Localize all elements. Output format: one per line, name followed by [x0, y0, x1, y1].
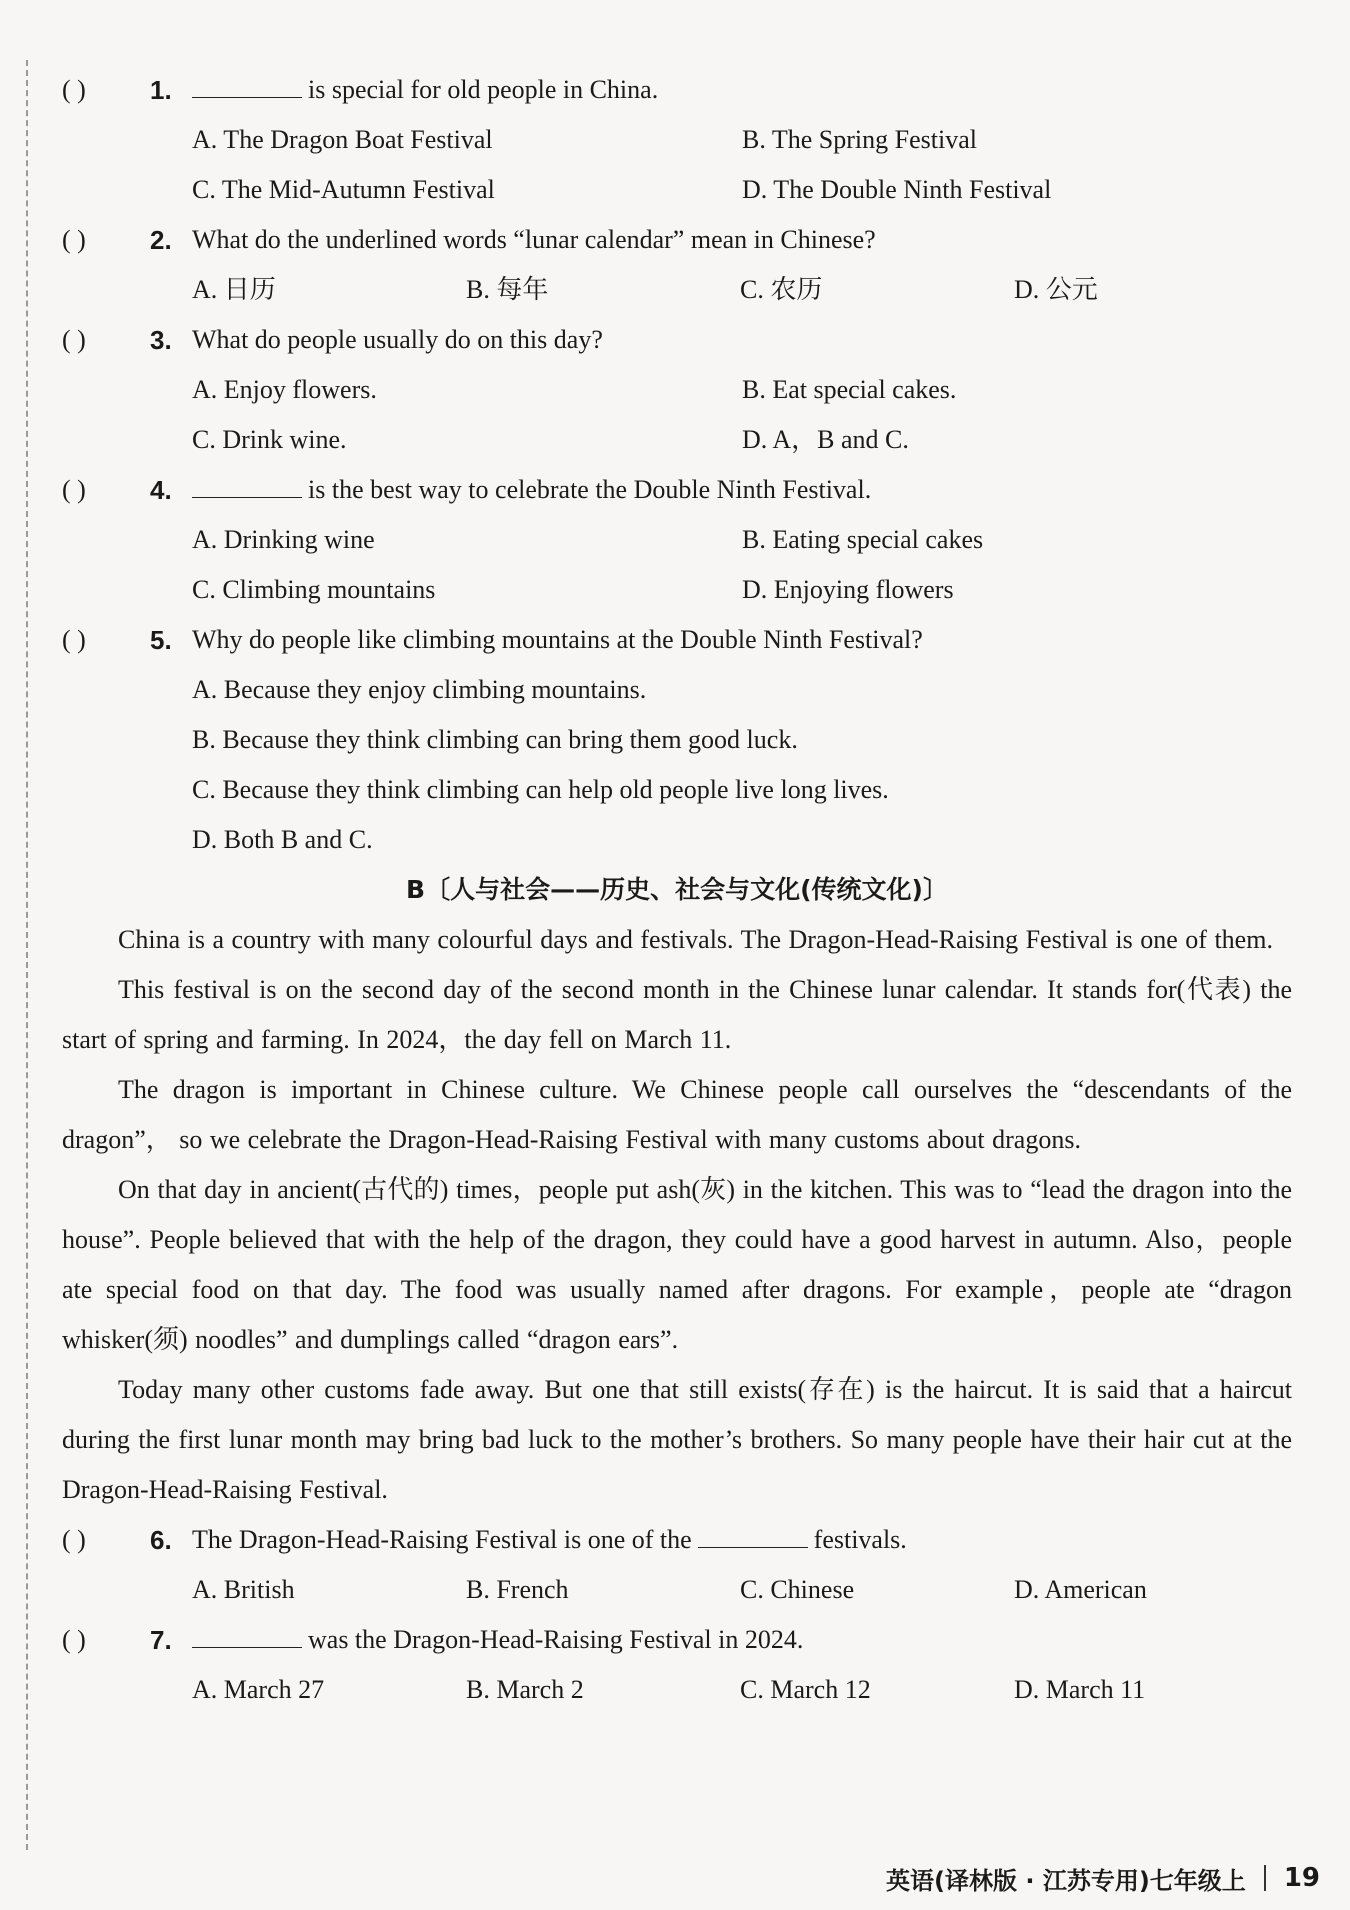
passage-paragraph	[62, 1065, 1292, 1165]
question-1	[62, 65, 1292, 115]
page-footer	[886, 1858, 1320, 1898]
passage-paragraph	[62, 915, 1292, 965]
question-stem	[192, 65, 658, 115]
question-stem	[192, 615, 923, 665]
option[interactable]: C. Chinese	[740, 1575, 855, 1604]
question-text-post: was the Dragon-Head-Raising Festival in 2024.	[308, 1625, 804, 1654]
question-number: 6.	[150, 1525, 172, 1555]
answer-blank[interactable]	[192, 75, 302, 98]
option[interactable]: D. Enjoying flowers	[742, 575, 954, 604]
answer-paren[interactable]: ( )	[62, 1525, 86, 1554]
answer-blank[interactable]	[698, 1525, 808, 1548]
option[interactable]: D. 公元	[1014, 275, 1098, 304]
answer-paren[interactable]: ( )	[62, 475, 86, 504]
paragraph-text: On that day in ancient(古代的) times，people put ash(灰) in the kitchen. This was to “lead the dragon into the house”. People believed that with the help of the dragon, they could have a good harvest in autumn. Also，people ate special food on that day. The food was usually named after dragons. For example，people ate “dragon whisker(须) noodles” and dumplings called “dragon ears”.	[62, 1175, 1292, 1354]
answer-paren[interactable]: ( )	[62, 325, 86, 354]
option[interactable]: A. March 27	[192, 1675, 325, 1704]
answer-paren[interactable]: ( )	[62, 1625, 86, 1654]
paragraph-text: China is a country with many colourful days and festivals. The Dragon-Head-Raising Festival is one of them.	[118, 925, 1273, 954]
passage-paragraph	[62, 1165, 1292, 1365]
answer-paren[interactable]: ( )	[62, 75, 86, 104]
question-2	[62, 215, 1292, 265]
option[interactable]: D. Both B and C.	[192, 825, 373, 854]
question-text: What do people usually do on this day?	[192, 325, 603, 354]
option[interactable]: B. Eating special cakes	[742, 525, 984, 554]
question-stem	[192, 315, 603, 365]
paragraph-text: Today many other customs fade away. But one that still exists(存在) is the haircut. It is said that a haircut during the first lunar month may bring bad luck to the mother’s brothers. So many people have their hair cut at the Dragon-Head-Raising Festival.	[62, 1375, 1292, 1504]
question-number: 7.	[150, 1625, 172, 1655]
question-6	[62, 1515, 1292, 1565]
option[interactable]: C. Because they think climbing can help old people live long lives.	[192, 775, 889, 804]
question-text: What do the underlined words “lunar calendar” mean in Chinese?	[192, 225, 876, 254]
option-row	[62, 165, 1292, 215]
option[interactable]: A. The Dragon Boat Festival	[192, 125, 493, 154]
question-7	[62, 1615, 1292, 1665]
answer-paren[interactable]: ( )	[62, 625, 86, 654]
option[interactable]: D. A，B and C.	[742, 425, 909, 454]
page-number: 19	[1283, 1863, 1320, 1893]
option-row	[62, 115, 1292, 165]
section-b-title: B〔人与社会——历史、社会与文化(传统文化)〕	[406, 875, 948, 904]
binding-margin-line	[26, 60, 28, 1850]
question-text: Why do people like climbing mountains at the Double Ninth Festival?	[192, 625, 923, 654]
question-text: is the best way to celebrate the Double Ninth Festival.	[308, 475, 872, 504]
option-row	[62, 265, 1292, 315]
answer-blank[interactable]	[192, 475, 302, 498]
worksheet-page	[62, 65, 1292, 1715]
option[interactable]: B. Because they think climbing can bring them good luck.	[192, 725, 798, 754]
question-3	[62, 315, 1292, 365]
question-number: 2.	[150, 225, 172, 255]
option[interactable]: B. The Spring Festival	[742, 125, 977, 154]
option[interactable]: C. 农历	[740, 275, 823, 304]
option[interactable]: A. Because they enjoy climbing mountains.	[192, 675, 647, 704]
questions-section-b	[62, 1515, 1292, 1715]
option[interactable]: C. Drink wine.	[192, 425, 347, 454]
option[interactable]: C. The Mid-Autumn Festival	[192, 175, 495, 204]
option-row	[62, 365, 1292, 415]
question-number: 4.	[150, 475, 172, 505]
option-row	[62, 1665, 1292, 1715]
question-text-post: festivals.	[813, 1525, 907, 1554]
question-5	[62, 615, 1292, 665]
option[interactable]: B. March 2	[466, 1675, 584, 1704]
question-text: is special for old people in China.	[308, 75, 659, 104]
option[interactable]: B. 每年	[466, 275, 549, 304]
paragraph-text: The dragon is important in Chinese culture. We Chinese people call ourselves the “descendants of the dragon”， so we celebrate the Dragon-Head-Raising Festival with many customs about dragons.	[62, 1075, 1292, 1154]
option-row	[62, 1565, 1292, 1615]
option[interactable]: C. Climbing mountains	[192, 575, 436, 604]
option[interactable]: A. 日历	[192, 275, 276, 304]
answer-blank[interactable]	[192, 1625, 302, 1648]
question-number: 5.	[150, 625, 172, 655]
option-row	[62, 515, 1292, 565]
option[interactable]: A. Enjoy flowers.	[192, 375, 377, 404]
option[interactable]: D. The Double Ninth Festival	[742, 175, 1052, 204]
question-stem	[192, 1515, 907, 1565]
question-text-pre: The Dragon-Head-Raising Festival is one of the	[192, 1525, 692, 1554]
question-number: 3.	[150, 325, 172, 355]
questions-section-a	[62, 65, 1292, 865]
option[interactable]: A. Drinking wine	[192, 525, 375, 554]
option[interactable]: D. American	[1014, 1575, 1147, 1604]
option[interactable]: B. Eat special cakes.	[742, 375, 957, 404]
question-stem	[192, 1615, 803, 1665]
question-stem	[192, 215, 876, 265]
reading-passage	[62, 915, 1292, 1515]
answer-paren[interactable]: ( )	[62, 225, 86, 254]
question-4	[62, 465, 1292, 515]
option[interactable]: A. British	[192, 1575, 295, 1604]
question-stem	[192, 465, 871, 515]
option[interactable]: C. March 12	[740, 1675, 871, 1704]
passage-paragraph	[62, 965, 1292, 1065]
question-number: 1.	[150, 75, 172, 105]
passage-paragraph	[62, 1365, 1292, 1515]
option-row	[62, 565, 1292, 615]
footer-divider	[1264, 1865, 1266, 1891]
option[interactable]: B. French	[466, 1575, 569, 1604]
book-title: 英语(译林版 · 江苏专用)七年级上	[886, 1866, 1246, 1895]
option-row	[62, 415, 1292, 465]
option[interactable]: D. March 11	[1014, 1675, 1146, 1704]
paragraph-text: This festival is on the second day of the second month in the Chinese lunar calendar. It stands for(代表) the start of spring and farming. In 2024，the day fell on March 11.	[62, 975, 1292, 1054]
